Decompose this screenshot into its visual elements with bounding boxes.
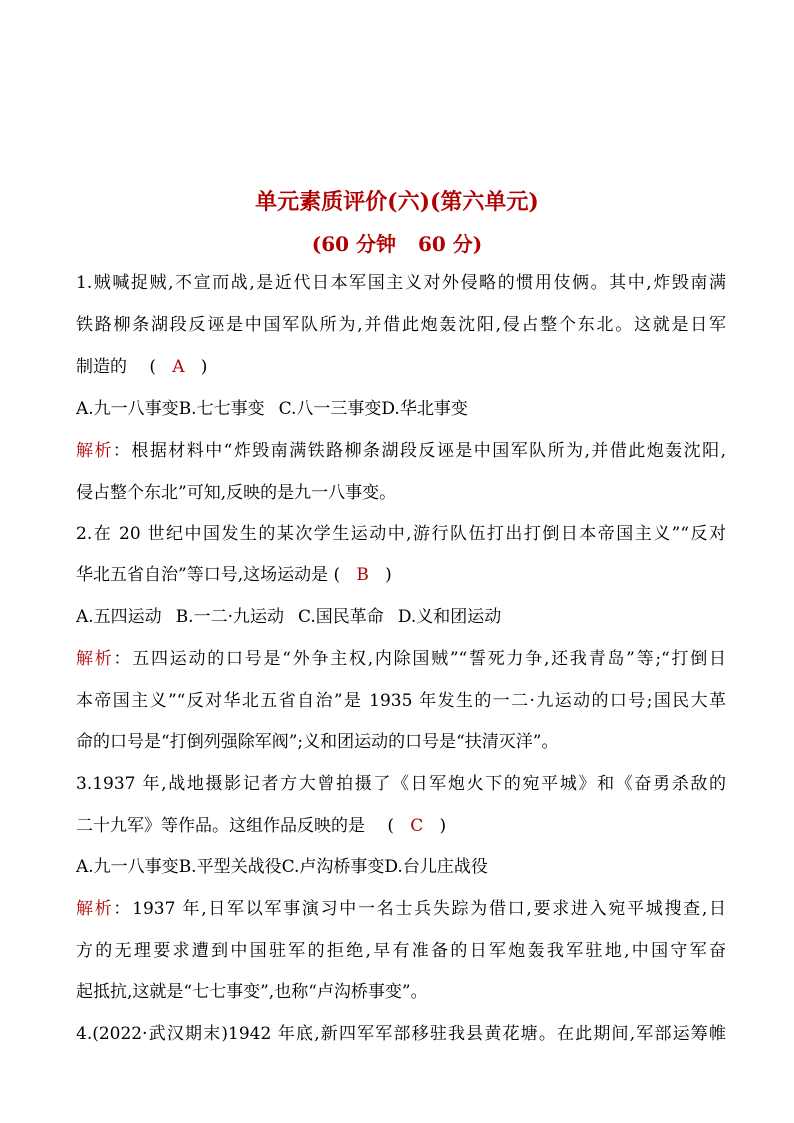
page-subtitle xyxy=(0,229,794,259)
q1-analysis-label: 解析 xyxy=(76,441,113,461)
q3-stem-end-text: 二十九军》等作品。这组作品反映的是 ( xyxy=(76,816,395,836)
q4-line-1: 4.(2022·武汉期末)1942 年底,新四军军部移驻我县黄花塘。在此期间,军部运筹帷 xyxy=(76,1024,726,1044)
q1-answer: A xyxy=(172,357,185,377)
q3-option-d: D.台儿庄战役 xyxy=(384,857,488,877)
q1-analysis-line-1 xyxy=(76,438,726,464)
q1-option-c: C.八一三事变 xyxy=(278,399,382,419)
q1-options xyxy=(76,396,726,422)
time-limit: (60 分钟 xyxy=(311,232,396,256)
q1-analysis-text-1: ：根据材料中“炸毁南满铁路柳条湖段反诬是中国军队所为,并借此炮轰沈阳, xyxy=(112,441,727,461)
page-title: 单元素质评价(六)(第六单元) xyxy=(255,189,539,215)
q1-line-2: 铁路柳条湖段反诬是中国军队所为,并借此炮轰沈阳,侵占整个东北。这就是日军 xyxy=(76,315,726,335)
q2-option-c: C.国民革命 xyxy=(298,607,384,627)
q2-option-b: B.一二·九运动 xyxy=(175,607,284,627)
q3-analysis-line-3: 起抵抗,这就是“七七事变”,也称“卢沟桥事变”。 xyxy=(76,982,428,1002)
q2-analysis-line-1 xyxy=(76,646,726,672)
q2-stem-end-text: 华北五省自治”等口号,这场运动是 ( xyxy=(76,565,341,585)
q1-stem-end xyxy=(76,354,726,380)
q2-analysis-label: 解析 xyxy=(76,649,114,669)
q3-analysis-line-1 xyxy=(76,896,726,922)
q2-analysis-line-3: 命的口号是“打倒列强除军阀”;义和团运动的口号是“扶清灭洋”。 xyxy=(76,732,559,752)
q3-analysis-text-1: ：1937 年,日军以军事演习中一名士兵失踪为借口,要求进入宛平城搜查,日 xyxy=(113,899,726,919)
q3-option-a: A.九一八事变 xyxy=(76,857,179,877)
q3-answer: C xyxy=(410,816,424,836)
q1-option-b: B.七七事变 xyxy=(178,399,265,419)
q2-analysis-line-2: 本帝国主义”“反对华北五省自治”是 1935 年发生的一二·九运动的口号;国民大革 xyxy=(76,691,726,711)
q1-analysis-line-2: 侵占整个东北”可知,反映的是九一八事变。 xyxy=(76,483,397,503)
q2-stem-end xyxy=(76,562,726,588)
total-score: 60 分) xyxy=(418,232,483,256)
q1-close-paren: ) xyxy=(200,357,208,377)
q2-option-d: D.义和团运动 xyxy=(397,607,502,627)
q3-line-1: 3.1937 年,战地摄影记者方大曾拍摄了《日军炮火下的宛平城》和《奋勇杀敌的 xyxy=(76,774,726,794)
q3-options xyxy=(76,854,726,880)
q2-answer: B xyxy=(356,565,369,585)
q2-close-paren: ) xyxy=(385,565,392,585)
q3-stem-end xyxy=(76,813,726,839)
q1-line-1: 1.贼喊捉贼,不宣而战,是近代日本军国主义对外侵略的惯用伎俩。其中,炸毁南满 xyxy=(76,273,726,293)
q3-close-paren: ) xyxy=(439,816,447,836)
q3-analysis-line-2: 方的无理要求遭到中国驻军的拒绝,早有准备的日军炮轰我军驻地,中国守军奋 xyxy=(76,941,726,961)
q1-stem-end-text: 制造的 ( xyxy=(76,357,157,377)
q2-options xyxy=(76,604,726,630)
q3-option-c: C.卢沟桥事变 xyxy=(281,857,385,877)
q2-option-a: A.五四运动 xyxy=(76,607,162,627)
q1-option-d: D.华北事变 xyxy=(381,399,468,419)
q2-line-1: 2.在 20 世纪中国发生的某次学生运动中,游行队伍打出打倒日本帝国主义”“反对 xyxy=(76,524,726,544)
q3-analysis-label: 解析 xyxy=(76,899,114,919)
q1-option-a: A.九一八事变 xyxy=(76,399,179,419)
q2-analysis-text-1: ：五四运动的口号是“外争主权,内除国贼”“誓死力争,还我青岛”等;“打倒日 xyxy=(113,649,726,669)
q3-option-b: B.平型关战役 xyxy=(178,857,282,877)
